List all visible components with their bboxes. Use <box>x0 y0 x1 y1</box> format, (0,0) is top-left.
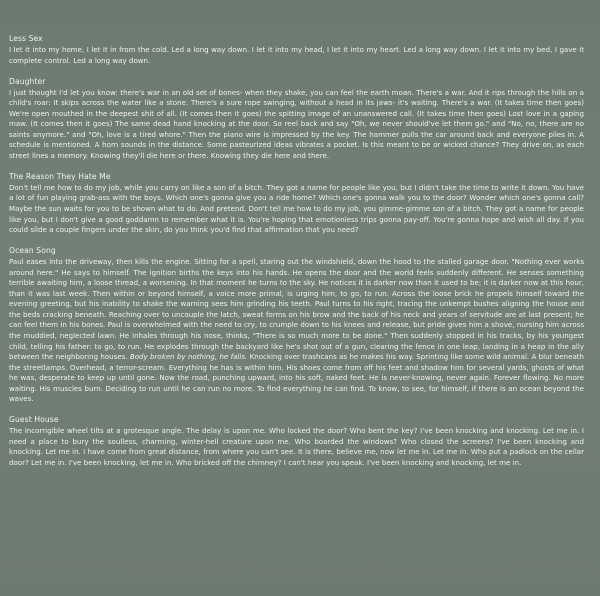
lyrics-part-2: Knocking over trashcans as he makes his way. Sprinting like some wild animal. A blur beneath the streetlamps. Overhead, a terror-scream. Everything he has is within him. His shoes come from off his feet and shadow him for several yards, ghosts of what he was, desperate to keep up until gone. Now the road, punching upward, into his soft, naked feet. He is never-knowing, never again. Forever flowing. No more waiting. His muscles burn. Deciding to run until he can run no more. To find everything he can find. To know, to see, for himself, if there is an ocean beyond the waves. <box>9 352 584 404</box>
lyrics-part-1: Paul eases into the driveway, then kills the engine. Sitting for a spell, staring out the windshield, down the hood to the stalled garage door. "Nothing ever works around here." He says to himself. The ignition births the keys into his hands. He opens the door and the world feels suddenly different. He senses something terrible awaiting him, a loose thread, a worsening. In that moment he turns to the sky. He notices it is darker now than it used to be; it is darker now at this hour, than it was last week. Then within or beyond himself, a voice more primal, is urging him, to go, to run. Across the loose brick he propels himself toward the evening greeting, but his inability to shake the warning sees him grinding his teeth. Paul turns to his right, tracing the unkempt bushes aligning the house and the beds cracking beneath. Reaching over to uncouple the latch, sweat forms on his brow and the back of his neck and years of servitude are at last present; he can feel them in his bones. Paul is overwhelmed with the need to cry, to crumple down to his knees and release, but pride gives him a shove, nursing him across the muddied, neglected lawn. He inhales through his nose, thinks, "There is so much more to be done." Then suddenly stopped in his tracks, by his youngest child, telling his father: to go, to run. He explodes through the backyard like he's shot out of a gun, clearing the fence in one leap, landing in a heap in the ally between the neighboring houses. <box>9 257 584 362</box>
song-title: Guest House <box>9 415 59 425</box>
song-ocean-song <box>9 245 584 405</box>
song-less-sex <box>9 33 584 66</box>
song-lyrics <box>9 257 584 405</box>
song-title: Less Sex <box>9 34 43 43</box>
lyrics-italic-line: Body broken by nothing, he falls. <box>129 352 248 362</box>
song-lyrics: I let it into my home, I let it in from the cold. Led a long way down. I let it into my head, I let it into my heart. Led a long way down. I let it into my bed, I gave it complete control. Led a long way down. <box>9 45 584 65</box>
song-daughter <box>9 76 584 162</box>
song-lyrics: The incorrigible wheel tilts at a grotesque angle. The delay is upon me. Who locked the door? Who bent the key? I've been knocking and knocking. Let me in. I need a place to bury the soulless, charming, winter-hell creature upon me. Who boarded the windows? Who closed the screens? I've been knocking and knocking. Let me in. I have come from great distance, from where you can't see. It is there, believe me, now let me in. Let me in. Who put a padlock on the cellar door? Let me in. I've been knocking, let me in. Who bricked off the chimney? I can't hear you speak. I've been knocking and knocking, let me in. <box>9 426 584 467</box>
song-the-reason-they-hate-me <box>9 171 584 236</box>
song-guest-house <box>9 414 584 468</box>
song-title: Daughter <box>9 76 46 86</box>
song-lyrics: Don't tell me how to do my job, while you carry on like a son of a bitch. They got a name for people like you, but I didn't take the time to write it down. You have a lot of fun playing grab-ass with the boys. Which one's gonna give you a ride home? Which one's gonna walk you to the door? Wonder which one's gonna call? Maybe the sun waits for you to be shown what to do. And pretend. Don't tell me how to do my job, you gimme-gimme son of a bitch. They got a name for people like you, but I don't give a good goddamn to remember what it is. You're hoping that emotionless trips gonna pay-off. You're gonna hope and wish all day. If you could slide a couple fingers under the skin, do you think you'd find that affirmation that you need? <box>9 182 584 235</box>
song-lyrics: I just thought I'd let you know: there's war in an old set of bones- when they shake, you can feel the earth moan. There's a war. And it rips through the hills on a child's roar: It skips across the water like a stone. There's a sure rope swinging, without a head in its jaws- it's waiting. There's a war. (It takes time then goes) We're open mouthed in the deepest shit of all. (It comes then it goes) the spitting image of an unanswered call. (It takes time then goes) Lost love in a gaping maw. (It comes then it goes) The same dead hand knocking at the door. So reel back and say "Oh, we never should've let them go." and "No, no, there are no saints anymore." and "Oh, love is a tired whore." Then the piano wire is impressed by the key. The hammer pulls the car around back and everyone piles in. A schedule is mentioned. A horn sounds in the distance. Some pasteurized ideas vibrates a pocket. Is this meant to be or wicked chance? They drive on, as each street lines a memory. Knowing they'll die here or there. Knowing they die here and there. <box>9 87 584 160</box>
song-title: Ocean Song <box>9 246 56 256</box>
song-title: The Reason They Hate Me <box>9 171 111 181</box>
